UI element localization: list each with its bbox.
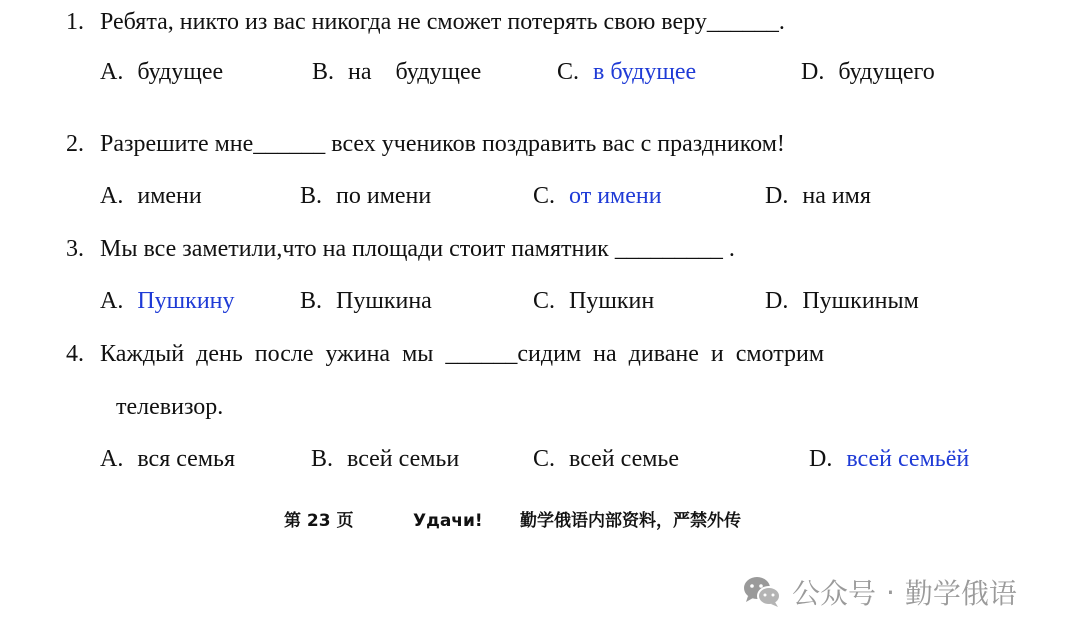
option-3a[interactable] [100, 286, 235, 316]
option-text: имени [137, 183, 202, 209]
watermark-label: 公众号 [792, 577, 877, 610]
option-letter: D. [765, 183, 789, 209]
watermark-name: 勤学俄语 [904, 577, 1017, 610]
option-letter: B. [311, 446, 334, 472]
option-2b[interactable] [300, 181, 431, 211]
option-letter: D. [809, 446, 833, 472]
option-1a[interactable] [100, 57, 223, 87]
option-text: в будущее [593, 59, 697, 85]
option-letter: C. [533, 183, 556, 209]
option-letter: D. [765, 288, 789, 314]
option-text: всей семьёй [846, 446, 970, 472]
option-3c[interactable] [533, 286, 654, 316]
option-text: на имя [802, 183, 871, 209]
option-4a[interactable] [100, 444, 235, 474]
option-text: Пушкиным [802, 288, 919, 314]
option-text: Пушкину [137, 288, 235, 314]
question-text: Каждый день после ужина мы ______сидим на диване и смотрим [100, 341, 825, 367]
watermark-separator: · [886, 575, 895, 609]
footer-luck: Удачи! [413, 511, 483, 531]
wechat-icon [742, 575, 782, 609]
option-letter: D. [801, 59, 825, 85]
option-3b[interactable] [300, 286, 432, 316]
page-number: 第 23 页 [284, 511, 354, 531]
question-number: 2. [66, 131, 84, 157]
option-text: будущего [838, 59, 935, 85]
option-4b[interactable] [311, 444, 459, 474]
option-letter: B. [300, 288, 323, 314]
question-4-continuation: телевизор. [116, 394, 224, 420]
option-text: будущее [137, 59, 224, 85]
option-2d[interactable] [765, 181, 871, 211]
watermark [742, 570, 1017, 614]
option-1c[interactable] [557, 57, 696, 87]
option-letter: C. [533, 446, 556, 472]
option-letter: A. [100, 446, 124, 472]
question-text: Разрешите мне______ всех учеников поздравить вас с праздником! [100, 131, 785, 157]
question-number: 3. [66, 236, 84, 262]
option-letter: B. [312, 59, 335, 85]
option-1b[interactable] [312, 57, 481, 87]
option-letter: C. [557, 59, 580, 85]
question-text: Мы все заметили,что на площади стоит памятник _________ . [100, 236, 735, 262]
option-4c[interactable] [533, 444, 679, 474]
option-text: Пушкин [569, 288, 655, 314]
option-2c[interactable] [533, 181, 662, 211]
option-text: на будущее [348, 59, 482, 85]
option-3d[interactable] [765, 286, 919, 316]
option-text: Пушкина [336, 288, 432, 314]
option-text: вся семья [137, 446, 235, 472]
option-letter: A. [100, 59, 124, 85]
footer-notice: 勤学俄语内部资料，严禁外传 [520, 511, 741, 531]
question-text: Ребята, никто из вас никогда не сможет потерять свою веру______. [100, 9, 785, 35]
option-1d[interactable] [801, 57, 935, 87]
option-2a[interactable] [100, 181, 202, 211]
option-4d[interactable] [809, 444, 969, 474]
option-text: всей семье [569, 446, 680, 472]
option-letter: C. [533, 288, 556, 314]
option-letter: A. [100, 183, 124, 209]
option-letter: A. [100, 288, 124, 314]
question-number: 1. [66, 9, 84, 35]
option-text: от имени [569, 183, 662, 209]
option-letter: B. [300, 183, 323, 209]
question-number: 4. [66, 341, 84, 367]
option-text: по имени [336, 183, 432, 209]
option-text: всей семьи [347, 446, 460, 472]
